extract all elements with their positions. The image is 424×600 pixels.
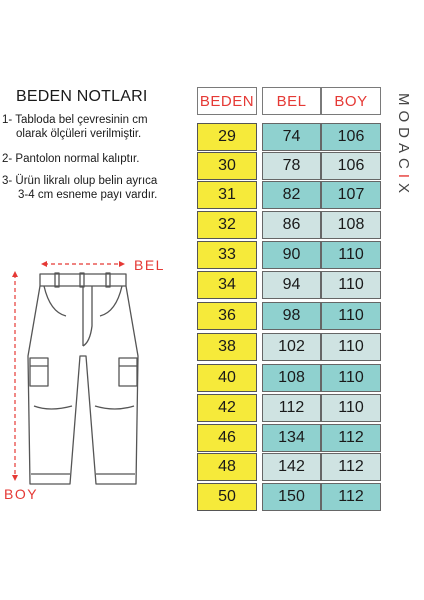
header-beden: BEDEN <box>197 87 257 115</box>
note-line-1: 1- Tabloda bel çevresinin cm <box>2 114 148 126</box>
size-cell: 29 <box>197 123 257 151</box>
table-header-row <box>197 87 381 115</box>
fly <box>83 286 92 346</box>
cargo-pocket <box>119 358 137 386</box>
brand-logo <box>396 93 412 293</box>
front-pocket <box>44 286 66 316</box>
waist-cell: 74 <box>262 123 321 151</box>
belt-loop <box>55 273 59 287</box>
size-cell: 31 <box>197 181 257 209</box>
table-row <box>197 333 381 361</box>
table-row <box>197 241 381 269</box>
table-row <box>197 181 381 209</box>
waist-cell: 102 <box>262 333 321 361</box>
notes-title: BEDEN NOTLARI <box>16 88 148 105</box>
table-row <box>197 424 381 452</box>
size-cell: 30 <box>197 152 257 180</box>
table-row <box>197 302 381 330</box>
belt-loop <box>80 273 84 287</box>
table-row <box>197 152 381 180</box>
table-row <box>197 211 381 239</box>
length-cell: 110 <box>321 333 381 361</box>
waist-cell: 78 <box>262 152 321 180</box>
cargo-pants-icon <box>0 246 190 514</box>
length-cell: 106 <box>321 152 381 180</box>
size-cell: 40 <box>197 364 257 392</box>
table-row <box>197 453 381 481</box>
knee-seam <box>34 406 72 409</box>
waist-cell: 82 <box>262 181 321 209</box>
waist-cell: 98 <box>262 302 321 330</box>
waist-cell: 142 <box>262 453 321 481</box>
brand-text-b: X <box>395 183 412 199</box>
size-cell: 46 <box>197 424 257 452</box>
table-row <box>197 364 381 392</box>
waist-cell: 94 <box>262 271 321 299</box>
size-cell: 48 <box>197 453 257 481</box>
waistband <box>40 274 126 286</box>
length-cell: 112 <box>321 483 381 511</box>
waist-cell: 86 <box>262 211 321 239</box>
length-cell: 110 <box>321 271 381 299</box>
size-cell: 36 <box>197 302 257 330</box>
note-line-5: 3-4 cm esneme payı vardır. <box>18 189 158 201</box>
header-boy: BOY <box>321 87 381 115</box>
table-row <box>197 483 381 511</box>
size-cell: 34 <box>197 271 257 299</box>
waist-label: BEL <box>134 257 165 273</box>
size-cell: 50 <box>197 483 257 511</box>
waist-cell: 108 <box>262 364 321 392</box>
waist-cell: 112 <box>262 394 321 422</box>
table-row <box>197 271 381 299</box>
length-cell: 112 <box>321 424 381 452</box>
waist-cell: 134 <box>262 424 321 452</box>
size-cell: 33 <box>197 241 257 269</box>
note-line-3: 2- Pantolon normal kalıptır. <box>2 153 140 165</box>
waist-cell: 90 <box>262 241 321 269</box>
belt-loop <box>106 273 110 287</box>
header-bel: BEL <box>262 87 321 115</box>
waist-cell: 150 <box>262 483 321 511</box>
length-cell: 110 <box>321 394 381 422</box>
size-cell: 32 <box>197 211 257 239</box>
length-label: BOY <box>4 486 39 502</box>
size-cell: 38 <box>197 333 257 361</box>
size-cell: 42 <box>197 394 257 422</box>
brand-text-accent: I <box>395 173 412 184</box>
size-table <box>197 87 381 513</box>
length-cell: 112 <box>321 453 381 481</box>
knee-seam <box>95 406 134 409</box>
brand-text-a: MODAC <box>395 93 412 174</box>
front-pocket <box>100 286 122 316</box>
length-cell: 108 <box>321 211 381 239</box>
cargo-pocket <box>30 358 48 386</box>
table-row <box>197 123 381 151</box>
length-cell: 110 <box>321 302 381 330</box>
length-cell: 106 <box>321 123 381 151</box>
note-line-4: 3- Ürün likralı olup belin ayrıca <box>2 175 158 187</box>
table-row <box>197 394 381 422</box>
note-line-2: olarak ölçüleri verilmiştir. <box>16 128 142 140</box>
length-cell: 107 <box>321 181 381 209</box>
length-cell: 110 <box>321 241 381 269</box>
length-cell: 110 <box>321 364 381 392</box>
